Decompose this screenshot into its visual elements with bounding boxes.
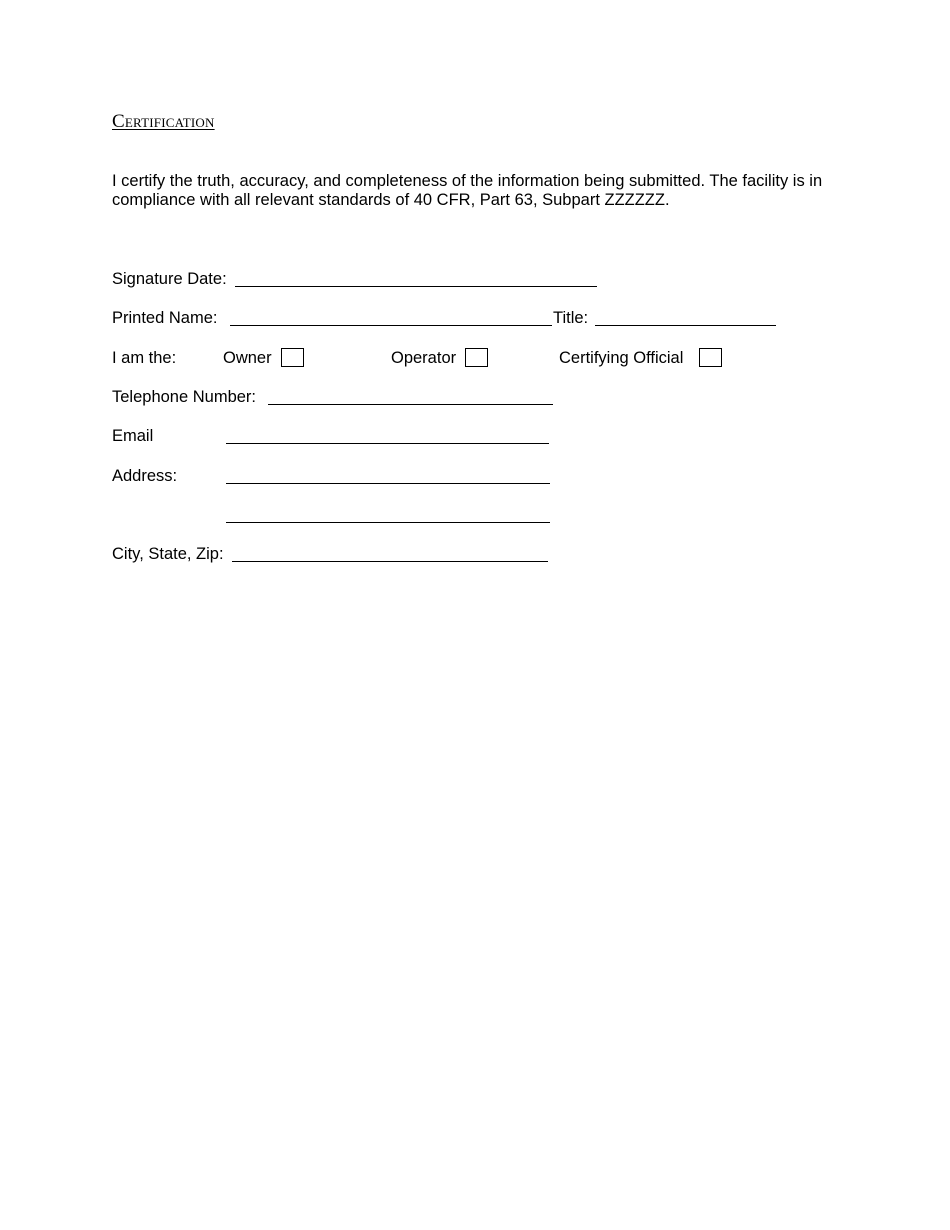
telephone-field[interactable] <box>268 404 553 405</box>
certifying-official-label: Certifying Official <box>559 349 684 367</box>
operator-checkbox[interactable] <box>465 348 488 367</box>
city-state-zip-label: City, State, Zip: <box>112 545 224 563</box>
telephone-label: Telephone Number: <box>112 388 257 406</box>
certification-statement: I certify the truth, accuracy, and completeness of the information being submitted. The facility is in compliance with all relevant standards of 40 CFR, Part 63, Subpart ZZZZZZ. <box>112 172 823 209</box>
printed-name-field[interactable] <box>230 325 552 326</box>
role-prompt-label: I am the: <box>112 349 177 367</box>
address-line-1-field[interactable] <box>226 483 550 484</box>
owner-label: Owner <box>223 349 272 367</box>
printed-name-label: Printed Name: <box>112 309 218 327</box>
title-field[interactable] <box>595 325 776 326</box>
operator-label: Operator <box>391 349 457 367</box>
address-label: Address: <box>112 467 178 485</box>
title-label: Title: <box>553 309 589 327</box>
address-line-2-field[interactable] <box>226 522 550 523</box>
signature-date-label: Signature Date: <box>112 270 227 288</box>
certifying-official-checkbox[interactable] <box>699 348 722 367</box>
email-label: Email <box>112 427 154 445</box>
city-state-zip-field[interactable] <box>232 561 548 562</box>
signature-date-field[interactable] <box>235 286 597 287</box>
email-field[interactable] <box>226 443 549 444</box>
section-heading: Certification <box>112 111 215 132</box>
owner-checkbox[interactable] <box>281 348 304 367</box>
